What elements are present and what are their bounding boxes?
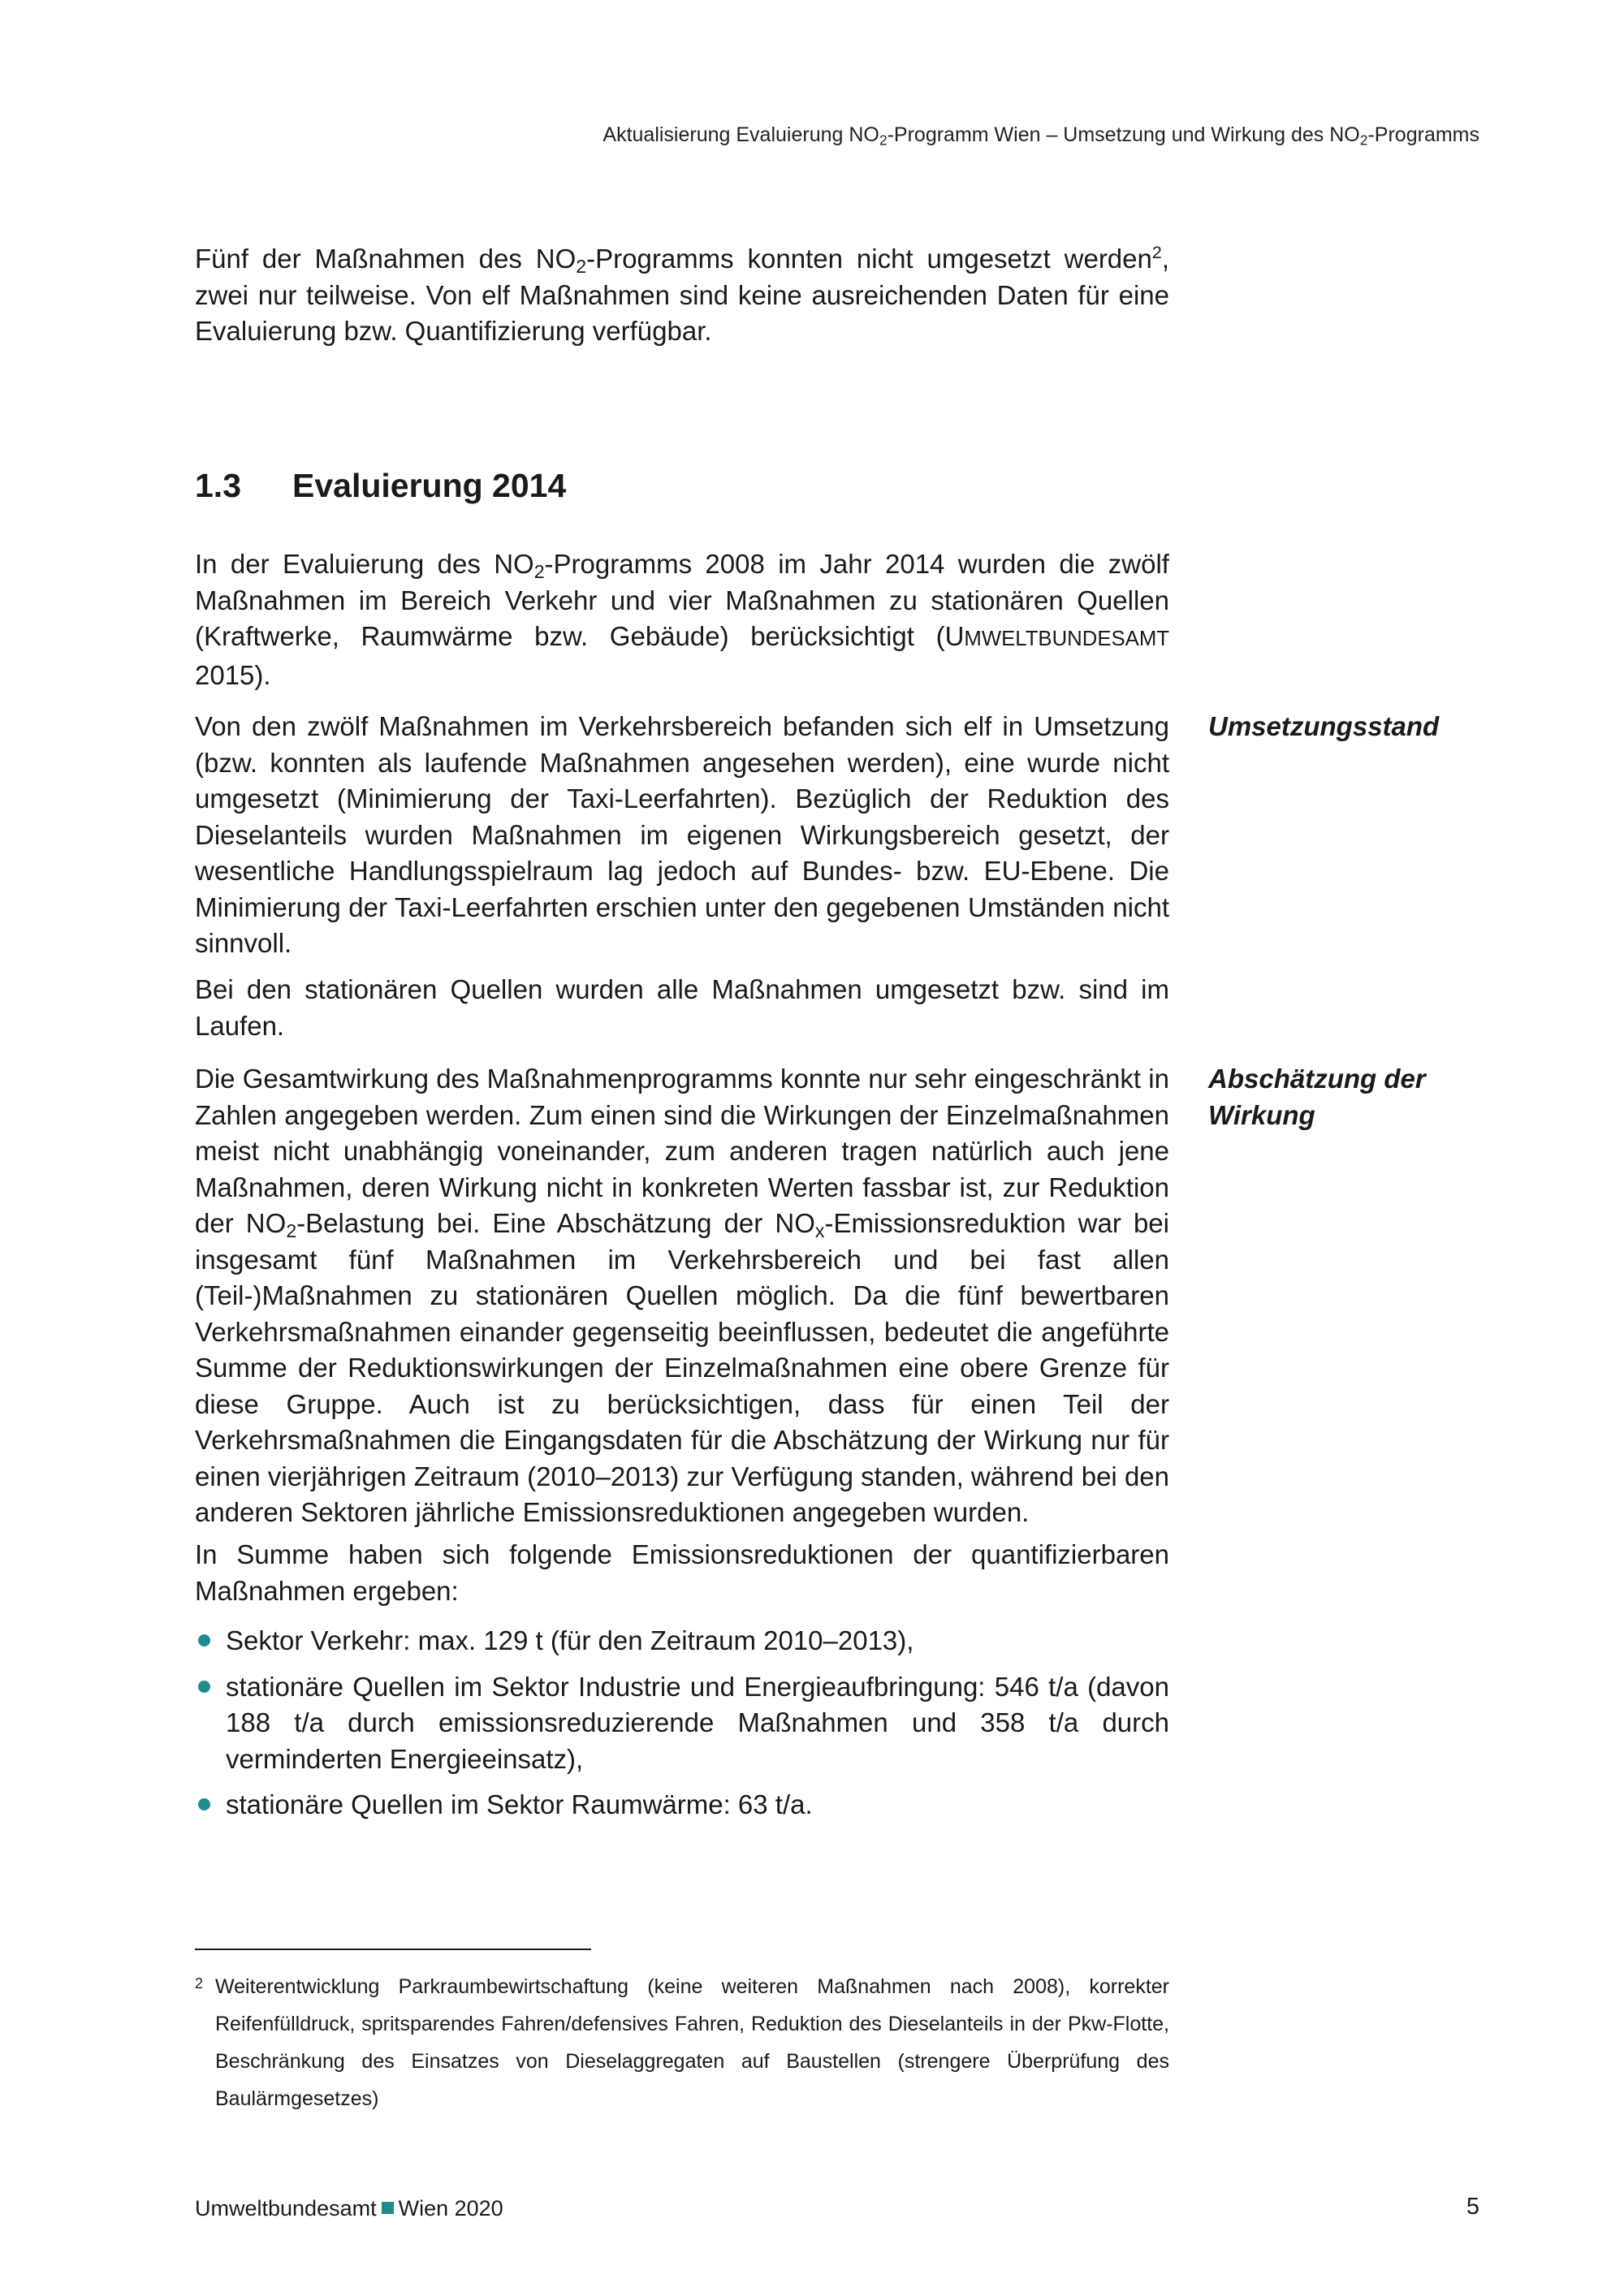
section-heading xyxy=(195,467,566,505)
bullet-list xyxy=(195,1623,1169,1833)
list-item: Sektor Verkehr: max. 129 t (für den Zeitraum 2010–2013), xyxy=(195,1623,1169,1659)
footnote-divider xyxy=(195,1949,591,1950)
paragraph-stationaer: Bei den stationären Quellen wurden alle Maßnahmen umgesetzt bzw. sind im Laufen. xyxy=(195,974,1169,1041)
bullet-icon xyxy=(198,1681,210,1693)
square-bullet-icon xyxy=(382,2202,394,2214)
list-item: stationäre Quellen im Sektor Industrie und Energieaufbringung: 546 t/a (davon 188 t/a durch emissionsreduzierende Maßnahmen und 358 t/a durch verminderten Energieeinsatz), xyxy=(195,1669,1169,1778)
footer-publisher: Umweltbundesamt Wien 2020 xyxy=(195,2196,503,2220)
paragraph-gesamtwirkung: Die Gesamtwirkung des Maßnahmenprogramms konnte nur sehr eingeschränkt in Zahlen angegeben werden. Zum einen sind die Wirkungen der Einzelmaßnahmen meist nicht unabhängig voneinander, zum anderen tragen natürlich auch jene Maßnahmen, deren Wirkung nicht in konkreten Werten fassbar ist, zur Reduktion der $NO_2$-Belastung bei. Eine Abschätzung der $NO_x$-Emissionsreduktion war bei insgesamt fünf Maßnahmen im Verkehrsbereich und bei fast allen (Teil-)Maßnahmen zu stationären Quellen möglich. Da die fünf bewertbaren Verkehrsmaßnahmen einander gegenseitig beeinflussen, bedeutet die angeführte Summe der Reduktionswirkungen der Einzelmaßnahmen eine obere Grenze für diese Gruppe. Auch ist zu berücksichtigen, dass für einen Teil der Verkehrsmaßnahmen die Eingangsdaten für die Abschätzung der Wirkung nur für einen vierjährigen Zeitraum (2010–2013) zur Verfügung standen, während bei den anderen Sektoren jährliche Emissionsreduktionen angegeben wurden. xyxy=(195,1064,1169,1527)
footnote-ref[interactable]: 2 xyxy=(1151,243,1162,263)
bullet-icon xyxy=(198,1798,210,1810)
intro-paragraph: Fünf der Maßnahmen des $NO_2$-Programms konnten nicht umgesetzt werden$^2$, zwei nur teilweise. Von elf Maßnahmen sind keine ausreichenden Daten für eine Evaluierung bzw. Quantifizierung verfügbar. xyxy=(195,243,1169,346)
section-number: 1.3 xyxy=(195,467,241,504)
paragraph-umsetzung: Von den zwölf Maßnahmen im Verkehrsbereich befanden sich elf in Umsetzung (bzw. konnten als laufende Maßnahmen angesehen werden), eine wurde nicht umgesetzt (Minimierung der Taxi-Leerfahrten). Bezüglich der Reduktion des Dieselanteils wurden Maßnahmen im eigenen Wirkungsbereich gesetzt, der wesentliche Handlungsspielraum lag jedoch auf Bundes- bzw. EU-Ebene. Die Minimierung der Taxi-Leerfahrten erschien unter den gegebenen Umständen nicht sinnvoll. xyxy=(195,711,1169,958)
footnote-number: 2 xyxy=(195,1975,204,1992)
margin-note-wirkung: Abschätzung der Wirkung xyxy=(1208,1064,1426,1130)
margin-note-umsetzungsstand: Umsetzungsstand xyxy=(1208,711,1440,741)
running-header: Aktualisierung Evaluierung $NO_2$-Programm Wien – Umsetzung und Wirkung des $NO_2$-Programms xyxy=(603,123,1479,149)
paragraph-evaluierung: In der Evaluierung des $NO_2$-Programms 2008 im Jahr 2014 wurden die zwölf Maßnahmen im Bereich Verkehr und vier Maßnahmen zu stationären Quellen (Kraftwerke, Raumwärme bzw. Gebäude) berücksichtigt (UMWELTBUNDESAMT 2015). xyxy=(195,549,1169,690)
section-title: Evaluierung 2014 xyxy=(292,467,567,504)
bullet-icon xyxy=(198,1634,210,1646)
list-item: stationäre Quellen im Sektor Raumwärme: 63 t/a. xyxy=(195,1787,1169,1823)
page-number: 5 xyxy=(1466,2194,1479,2220)
footnote-text: Weiterentwicklung Parkraumbewirtschaftung (keine weiteren Maßnahmen nach 2008), korrekter Reifenfülldruck, spritsparendes Fahren/defensives Fahren, Reduktion des Dieselanteils in der Pkw-Flotte, Beschränkung des Einsatzes von Dieselaggregaten auf Baustellen (strengere Überprüfung des Baulärmgesetzes) xyxy=(215,1975,1169,2110)
footnote xyxy=(195,1968,1169,2117)
paragraph-summe: In Summe haben sich folgende Emissionsreduktionen der quantifizierbaren Maßnahmen ergeben: xyxy=(195,1539,1169,1606)
